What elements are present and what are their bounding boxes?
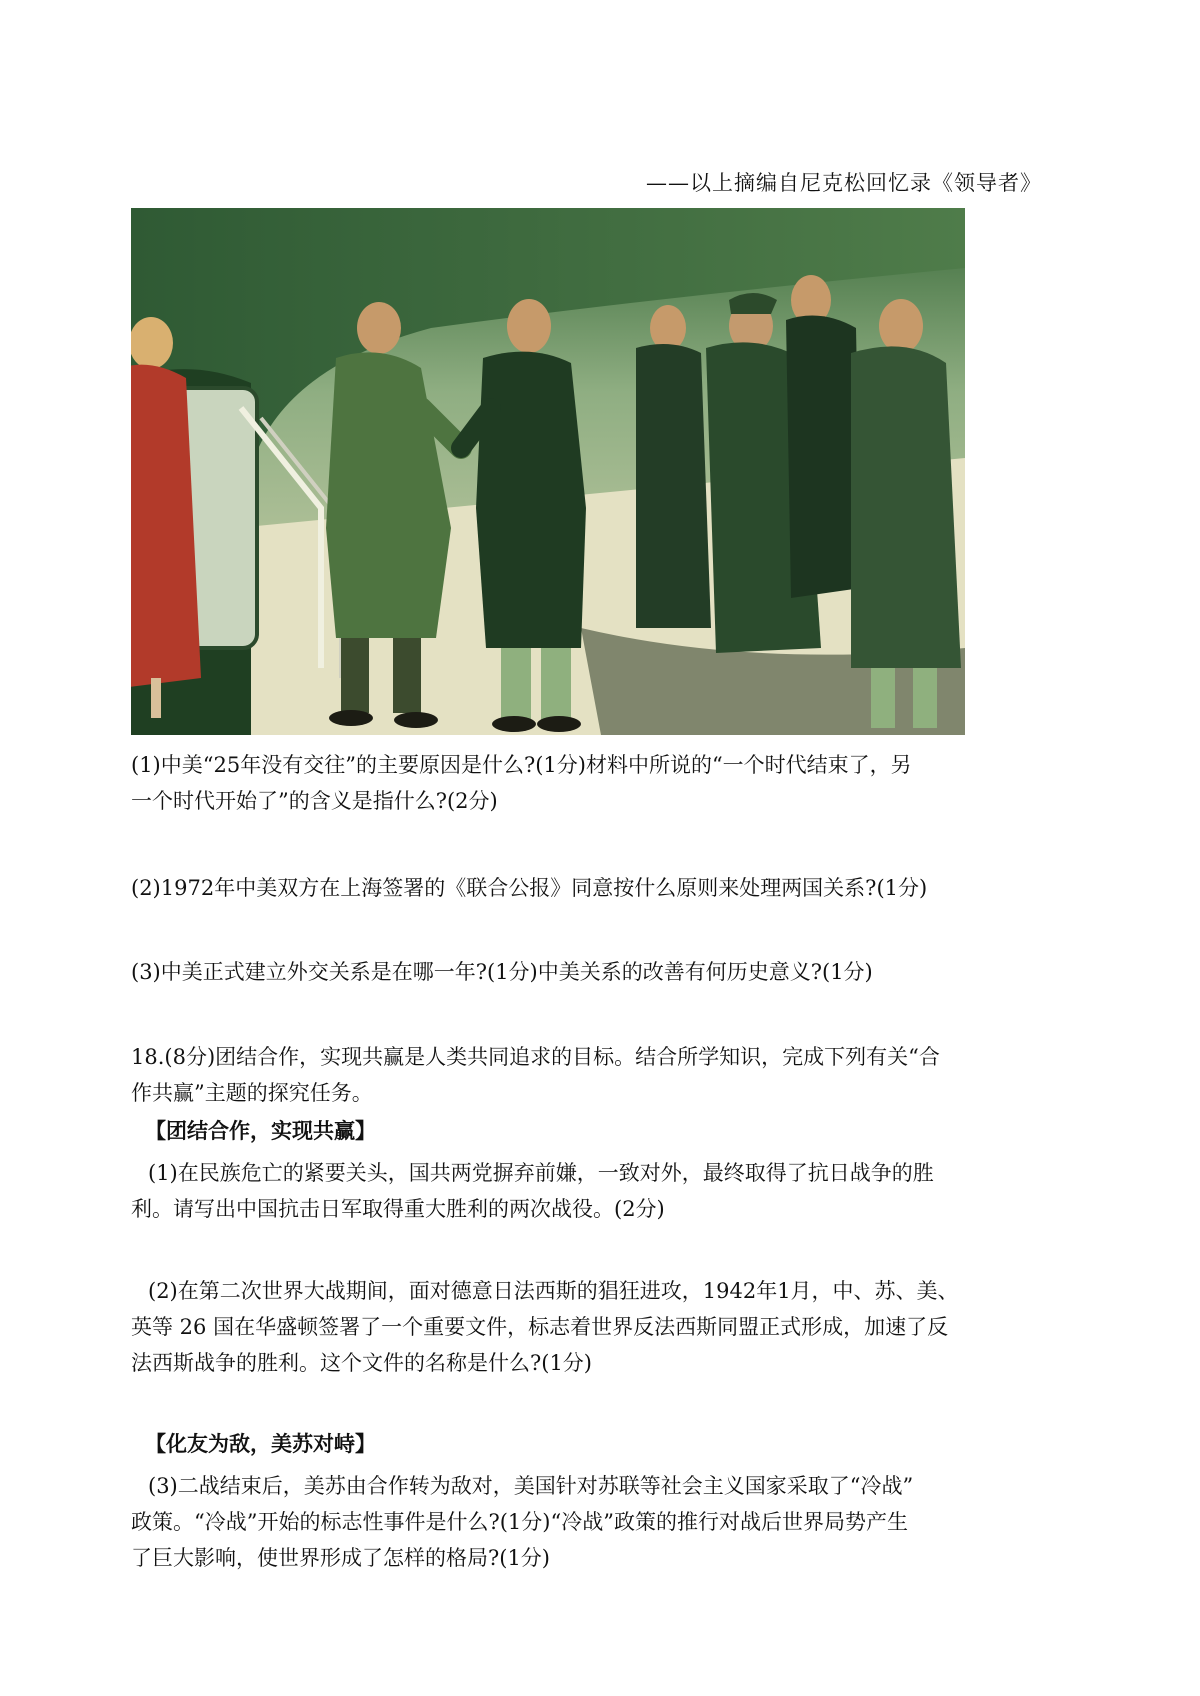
q18-part1-line2: 利。请写出中国抗击日军取得重大胜利的两次战役。(2分)	[131, 1197, 665, 1221]
q18-part2-line3: 法西斯战争的胜利。这个文件的名称是什么?(1分)	[131, 1351, 593, 1375]
section-heading-cold-war: 【化友为敌，美苏对峙】	[145, 1432, 376, 1456]
historical-photo	[131, 208, 965, 735]
q17-part1-line1: (1)中美“25年没有交往”的主要原因是什么?(1分)材料中所说的“一个时代结束了，另	[131, 753, 912, 777]
q18-part3-line1: (3)二战结束后，美苏由合作转为敌对，美国针对苏联等社会主义国家采取了“冷战”	[148, 1474, 914, 1498]
q18-part3-line3: 了巨大影响，使世界形成了怎样的格局?(1分)	[131, 1546, 551, 1570]
source-attribution: ——以上摘编自尼克松回忆录《领导者》	[646, 171, 1042, 195]
q18-intro-line2: 作共赢”主题的探究任务。	[131, 1081, 373, 1105]
q17-part2: (2)1972年中美双方在上海签署的《联合公报》同意按什么原则来处理两国关系?(1分)	[131, 876, 928, 900]
q18-part1-line1: (1)在民族危亡的紧要关头，国共两党摒弃前嫌，一致对外，最终取得了抗日战争的胜	[148, 1161, 934, 1185]
q18-part2-line2: 英等 26 国在华盛顿签署了一个重要文件，标志着世界反法西斯同盟正式形成，加速了反	[131, 1315, 949, 1339]
q17-part1-line2: 一个时代开始了”的含义是指什么?(2分)	[131, 789, 498, 813]
q17-part3: (3)中美正式建立外交关系是在哪一年?(1分)中美关系的改善有何历史意义?(1分)	[131, 960, 873, 984]
section-heading-cooperation: 【团结合作，实现共赢】	[145, 1119, 376, 1143]
q18-part2-line1: (2)在第二次世界大战期间，面对德意日法西斯的猖狂进攻，1942年1月，中、苏、美、	[148, 1279, 959, 1303]
q18-intro-line1: 18.(8分)团结合作，实现共赢是人类共同追求的目标。结合所学知识，完成下列有关“合	[131, 1045, 940, 1069]
q18-part3-line2: 政策。“冷战”开始的标志性事件是什么?(1分)“冷战”政策的推行对战后世界局势产生	[131, 1510, 908, 1534]
